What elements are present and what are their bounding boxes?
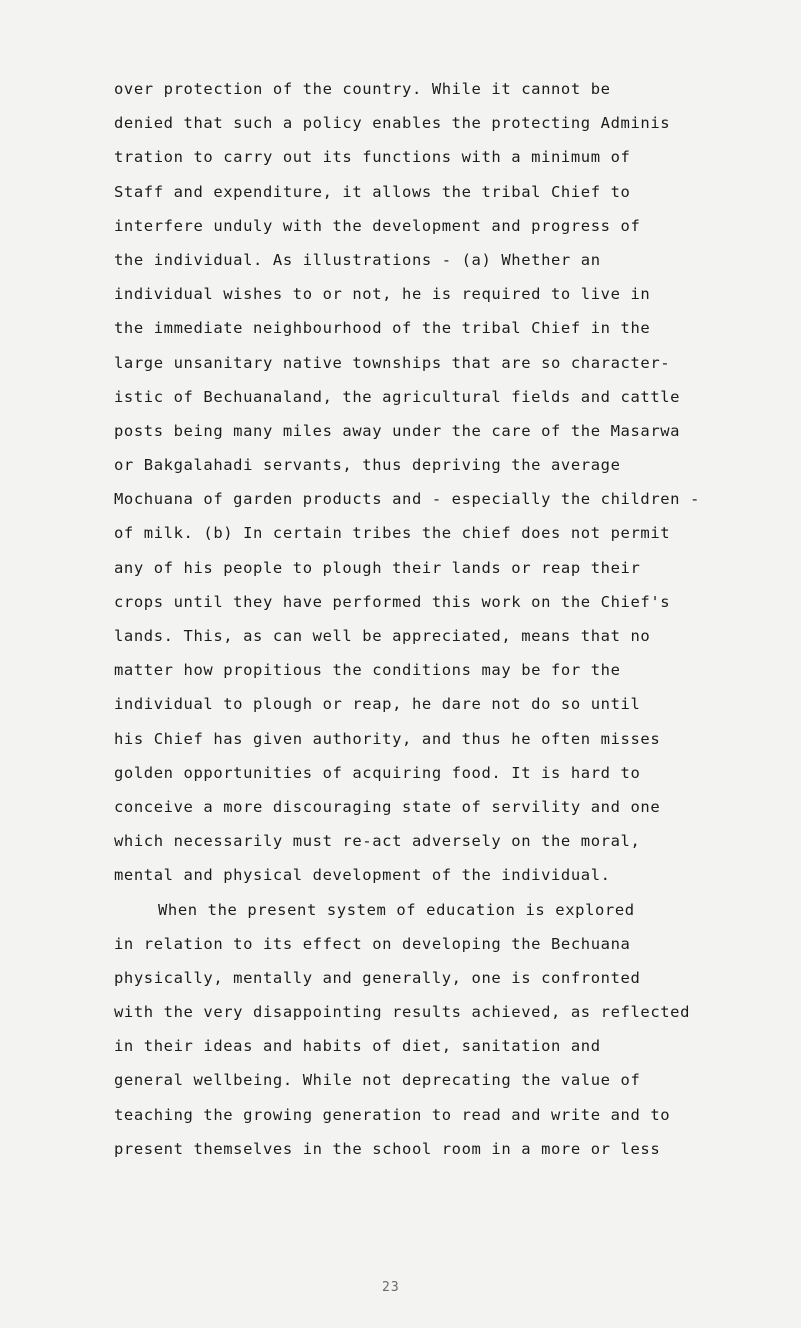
text-line: interfere unduly with the development and progress of	[114, 216, 641, 235]
text-line: teaching the growing generation to read and write and to	[114, 1105, 671, 1124]
text-line: crops until they have performed this work on the Chief's	[114, 592, 671, 611]
text-line: of milk. (b) In certain tribes the chief does not permit	[114, 524, 671, 543]
text-line: matter how propitious the conditions may be for the	[114, 661, 621, 680]
text-line: in their ideas and habits of diet, sanitation and	[114, 1037, 601, 1056]
text-line: or Bakgalahadi servants, thus depriving the average	[114, 456, 621, 475]
text-line: Staff and expenditure, it allows the tribal Chief to	[114, 182, 631, 201]
text-line: over protection of the country. While it cannot be	[114, 80, 611, 98]
text-line: golden opportunities of acquiring food. It is hard to	[114, 763, 641, 782]
paragraph-start-line: When the present system of education is explored	[158, 900, 635, 919]
page-number: 23	[382, 1280, 400, 1295]
text-line: general wellbeing. While not deprecating the value of	[114, 1071, 641, 1090]
text-line: tration to carry out its functions with a minimum of	[114, 148, 631, 167]
text-line: in relation to its effect on developing the Bechuana	[114, 934, 631, 953]
text-line: large unsanitary native townships that are so character-	[114, 353, 671, 372]
text-line: the immediate neighbourhood of the tribal Chief in the	[114, 319, 651, 338]
text-line: mental and physical development of the individual.	[114, 866, 611, 885]
text-line: which necessarily must re-act adversely on the moral,	[114, 832, 641, 851]
text-line: denied that such a policy enables the protecting Adminis	[114, 114, 671, 133]
text-line: the individual. As illustrations - (a) Whether an	[114, 250, 601, 269]
text-line: individual to plough or reap, he dare not do so until	[114, 695, 641, 714]
text-line: istic of Bechuanaland, the agricultural fields and cattle	[114, 387, 681, 406]
text-line: lands. This, as can well be appreciated, means that no	[114, 627, 651, 645]
text-line: any of his people to plough their lands or reap their	[114, 558, 641, 577]
text-line: individual wishes to or not, he is required to live in	[114, 285, 651, 304]
text-line: Mochuana of garden products and - especially the children -	[114, 490, 700, 509]
text-line: posts being many miles away under the care of the Masarwa	[114, 421, 681, 440]
text-line: present themselves in the school room in a more or less	[114, 1139, 661, 1158]
text-line: physically, mentally and generally, one is confronted	[114, 968, 641, 987]
text-line: his Chief has given authority, and thus he often misses	[114, 729, 661, 748]
body-text	[114, 72, 801, 1166]
text-line: with the very disappointing results achieved, as reflected	[114, 1003, 691, 1022]
text-line: conceive a more discouraging state of servility and one	[114, 797, 661, 816]
